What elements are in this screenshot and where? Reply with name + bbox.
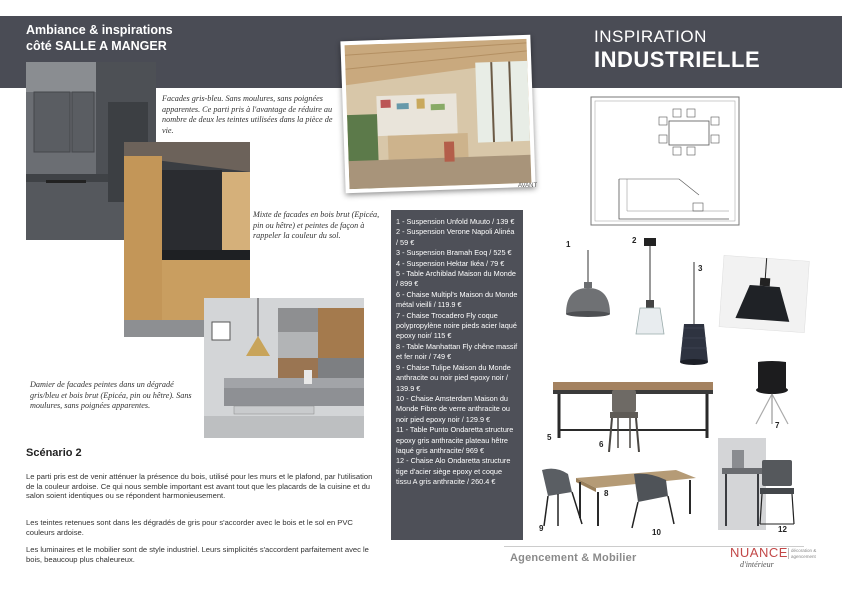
- caption-mixte: Mixte de facades en bois brut (Epicéa, pin ou hêtre) et peintes de façon à rappeler la couleur du sol.: [253, 210, 380, 240]
- logo-subtitle: d'intérieur: [740, 560, 774, 569]
- list-item: 3 - Suspension Bramah Eoq / 525 €: [396, 248, 512, 258]
- inspiration-title: [594, 28, 760, 71]
- chair-multipls-image: [606, 390, 642, 457]
- product-number-12: 12: [778, 525, 787, 534]
- list-item: 10 - Chaise Amsterdam Maison du Monde Fibre de verre anthracite ou noir pied epoxy noir / 129.9 €: [396, 393, 510, 424]
- scenario-title: Scénario 2: [26, 447, 82, 459]
- inspiration-line-1: INSPIRATION: [594, 27, 707, 46]
- inspiration-line-2: INDUSTRIELLE: [594, 47, 761, 72]
- caption-damier: Damier de facades peintes dans un dégradé gris/bleu et bois brut (Epicéa, pin ou hêtre). Sans moulures, sans poignées apparentes.: [30, 380, 192, 410]
- list-item: 6 - Chaise Multipl's Maison du Monde métal vieilli / 119.9 €: [396, 289, 518, 310]
- product-number-10: 10: [652, 528, 661, 537]
- pendant-unfold-image: [560, 250, 616, 335]
- chair-trocadero-image: [750, 360, 794, 431]
- footer-agencement: Agencement & Mobilier: [510, 552, 637, 564]
- list-item: 2 - Suspension Verone Napoli Alinéa / 59 €: [396, 227, 515, 247]
- list-item: 12 - Chaise Alo Ondaretta structure tige d'acier siège epoxy et coque tissu A gris anthracite / 260.4 €: [396, 456, 511, 487]
- scenario-paragraph-3: Les luminaires et le mobilier sont de style industriel. Leurs simplicités s'accordent parfaitement avec le bois, beaucoup plus chaleureux.: [26, 545, 369, 564]
- chair-alo-image: [754, 460, 800, 531]
- list-item: 4 - Suspension Hektar Ikéa / 79 €: [396, 258, 505, 268]
- product-list: [391, 210, 523, 540]
- pendant-hektar-image: [718, 255, 809, 338]
- pendant-verone-image: [630, 238, 670, 343]
- list-item: 5 - Table Archiblad Maison du Monde / 899 €: [396, 269, 516, 289]
- product-number-3: 3: [698, 264, 703, 273]
- list-item: 8 - Table Manhattan Fly chêne massif et fer noir / 749 €: [396, 341, 518, 362]
- product-number-2: 2: [632, 236, 637, 245]
- product-number-6: 6: [599, 440, 604, 449]
- living-room-photo: [204, 298, 364, 438]
- chair-amsterdam-image: [628, 472, 678, 535]
- floor-plan: [589, 95, 741, 229]
- scenario-paragraph-1: Le parti pris est de venir atténuer la présence du bois, utilisé pour les murs et le plafond, par l'utilisation de la couleur ardoise. Ce qui nous semble important est avant tout que les placards de la cuisine et du salon soient identiques ou se répondent harmonieusement.: [26, 472, 373, 501]
- page-title: [26, 22, 173, 54]
- avant-photo: [340, 35, 538, 194]
- list-item: 1 - Suspension Unfold Muuto / 139 €: [396, 217, 515, 226]
- caption-facades: Facades gris-bleu. Sans moulures, sans poignées apparentes. Ce parti pris à l'avantage de réduire au nombre de deux les teintes utilisées dans la pièce de vie.: [162, 94, 333, 135]
- list-item: 11 - Table Punto Ondaretta structure epoxy gris anthracite plateau hêtre laqué gris anthracite/ 969 €: [396, 425, 514, 455]
- product-number-5: 5: [547, 433, 552, 442]
- title-line-1: Ambiance & inspirations: [26, 23, 173, 37]
- product-number-1: 1: [566, 240, 571, 249]
- product-number-7: 7: [775, 421, 780, 430]
- avant-label: AVANT: [518, 183, 538, 189]
- title-line-2: côté SALLE A MANGER: [26, 39, 167, 53]
- logo-name: NUANCE: [730, 545, 788, 560]
- product-number-9: 9: [539, 524, 544, 533]
- nuance-logo: [730, 545, 817, 569]
- pendant-bramah-image: [670, 262, 718, 377]
- logo-tagline: décoration & agencement: [788, 548, 818, 559]
- scenario-paragraph-2: Les teintes retenues sont dans les dégradés de gris pour s'accorder avec le bois et le sol en PVC couleurs ardoise.: [26, 518, 353, 537]
- list-item: 7 - Chaise Trocadero Fly coque polypropylène noire pieds acier laqué epoxy noir/ 115 €: [396, 310, 517, 341]
- product-number-8: 8: [604, 489, 609, 498]
- list-item: 9 - Chaise Tulipe Maison du Monde anthracite ou noir pied epoxy noir / 139.9 €: [396, 362, 511, 393]
- chair-tulipe-image: [536, 466, 586, 533]
